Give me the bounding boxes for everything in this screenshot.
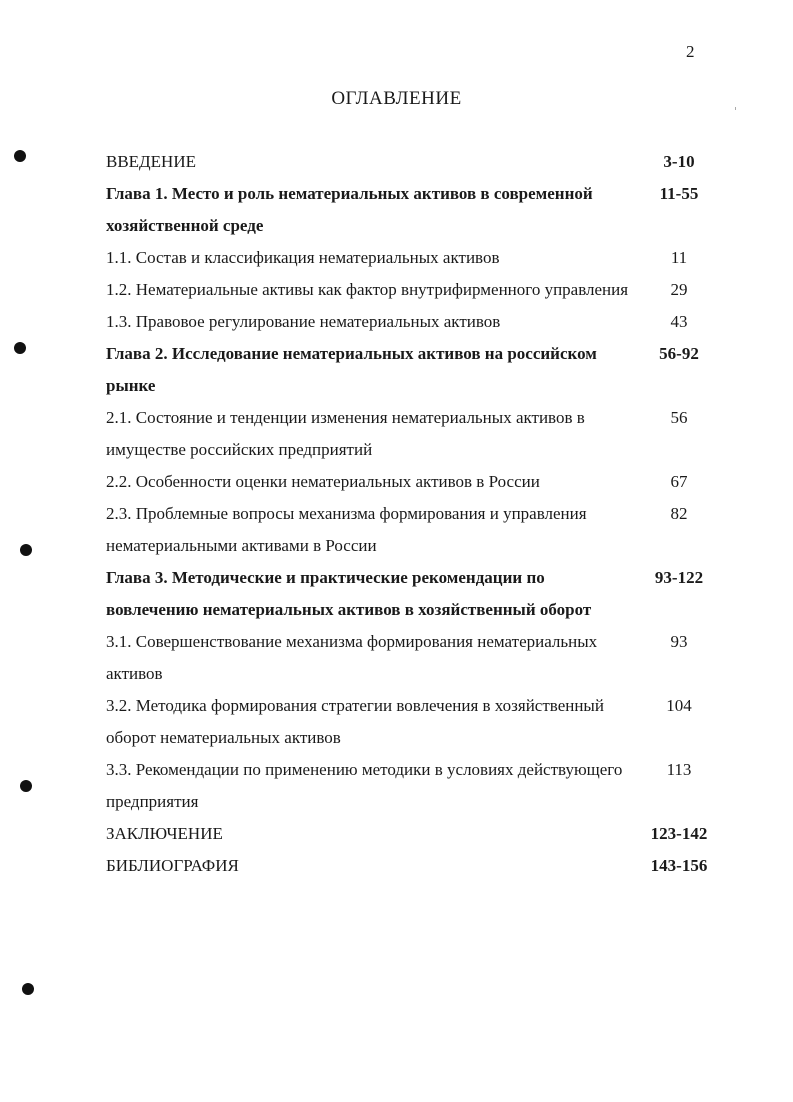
binding-hole-1 <box>14 150 26 162</box>
toc-entry-text: 3.3. Рекомендации по применению методики в условиях действующего предприятия <box>106 760 623 811</box>
toc-entry-page: 82 <box>670 504 688 523</box>
toc-entry-text: 1.2. Нематериальные активы как фактор внутрифирменного управления <box>106 280 629 299</box>
toc-entry-text: ВВЕДЕНИЕ <box>106 152 196 171</box>
toc-entry-2-3 <box>106 498 726 562</box>
toc-entry-text: Глава 3. Методические и практические рекомендации по вовлечению нематериальных активов в хозяйственный оборот <box>106 568 592 619</box>
toc-entry-3-1 <box>106 626 726 690</box>
toc-entry-2-1 <box>106 402 726 466</box>
binding-hole-5 <box>22 983 34 995</box>
toc-entry-3-2 <box>106 690 726 754</box>
toc-entry-page: 56 <box>670 408 688 427</box>
toc-entry-page: 93 <box>670 632 688 651</box>
page-title: ОГЛАВЛЕНИЕ <box>331 88 462 109</box>
toc-entry-1-3 <box>106 306 726 338</box>
toc-entry-page: 143-156 <box>650 856 708 875</box>
page-number: 2 <box>686 42 695 61</box>
toc-entry-page: 11 <box>670 248 688 267</box>
toc-entry-page: 104 <box>666 696 692 715</box>
toc-entry-page: 43 <box>670 312 688 331</box>
toc-entry-conclusion <box>106 818 726 850</box>
toc-entry-page: 67 <box>670 472 688 491</box>
toc-entry-text: Глава 1. Место и роль нематериальных активов в современной хозяйственной среде <box>106 184 593 235</box>
binding-hole-4 <box>20 780 32 792</box>
toc-entry-chapter-2 <box>106 338 726 402</box>
toc-entry-introduction <box>106 146 726 178</box>
toc-entry-3-3 <box>106 754 726 818</box>
toc-entry-text: 1.1. Состав и классификация нематериальных активов <box>106 248 500 267</box>
toc-entry-text: БИБЛИОГРАФИЯ <box>106 856 239 875</box>
toc-entry-1-1 <box>106 242 726 274</box>
toc-entry-2-2 <box>106 466 726 498</box>
toc-entry-chapter-1 <box>106 178 726 242</box>
toc-entry-page: 123-142 <box>650 824 708 843</box>
scan-mark <box>735 107 736 110</box>
toc-entry-text: ЗАКЛЮЧЕНИЕ <box>106 824 223 843</box>
toc-entry-1-2 <box>106 274 726 306</box>
toc-entry-text: Глава 2. Исследование нематериальных активов на российском рынке <box>106 344 597 395</box>
toc-entry-page: 11-55 <box>659 184 699 203</box>
toc-entry-chapter-3 <box>106 562 726 626</box>
toc-entry-page: 3-10 <box>663 152 695 171</box>
binding-hole-3 <box>20 544 32 556</box>
toc-entry-page: 93-122 <box>654 568 704 587</box>
toc-entry-page: 29 <box>670 280 688 299</box>
toc-entry-text: 2.3. Проблемные вопросы механизма формирования и управления нематериальными активами в России <box>106 504 587 555</box>
toc-entry-page: 56-92 <box>659 344 699 363</box>
toc-entry-text: 3.1. Совершенствование механизма формирования нематериальных активов <box>106 632 598 683</box>
binding-hole-2 <box>14 342 26 354</box>
toc-entry-bibliography <box>106 850 726 882</box>
toc-entry-text: 2.2. Особенности оценки нематериальных активов в России <box>106 472 540 491</box>
toc-entry-text: 3.2. Методика формирования стратегии вовлечения в хозяйственный оборот нематериальных активов <box>106 696 604 747</box>
toc-entry-text: 2.1. Состояние и тенденции изменения нематериальных активов в имуществе российских предприятий <box>106 408 585 459</box>
toc-entry-page: 113 <box>666 760 692 779</box>
toc-entry-text: 1.3. Правовое регулирование нематериальных активов <box>106 312 501 331</box>
table-of-contents <box>106 146 726 882</box>
